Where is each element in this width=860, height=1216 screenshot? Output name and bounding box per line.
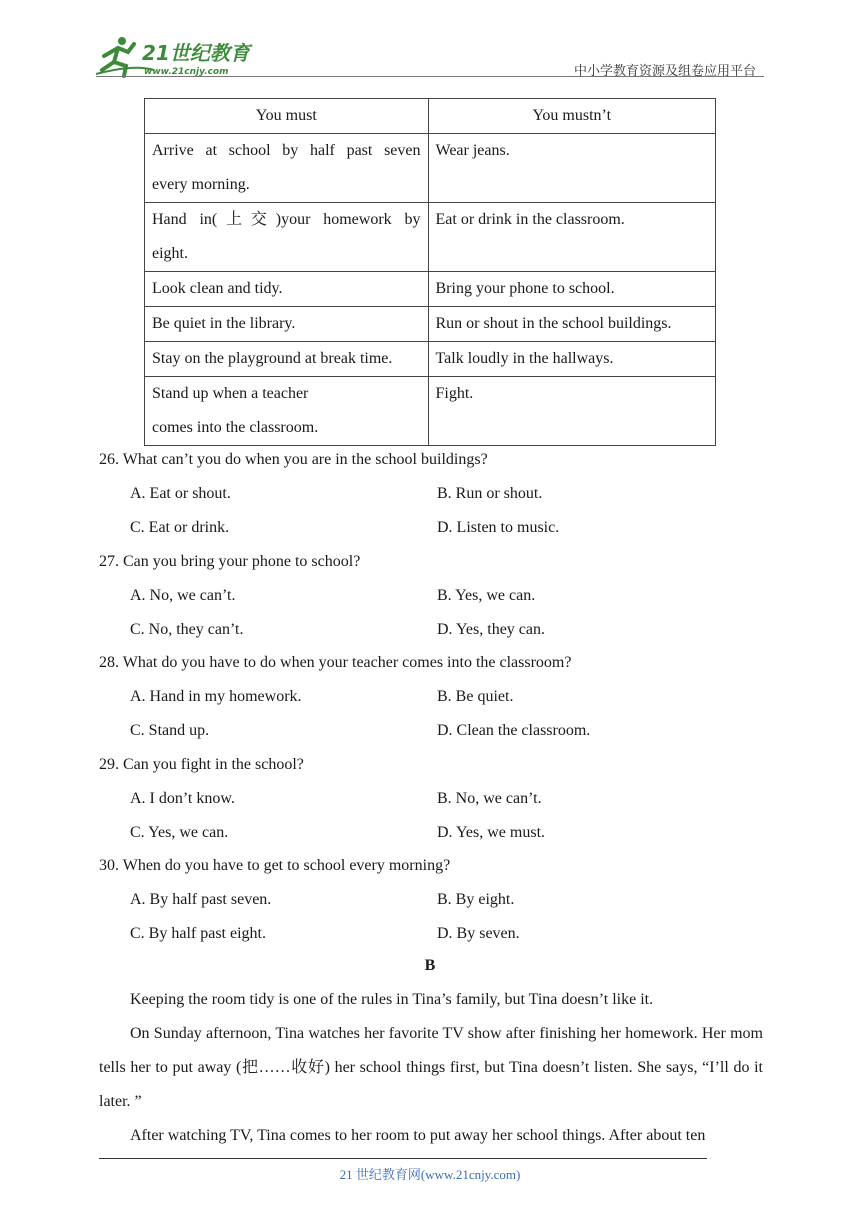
question-27: 27. Can you bring your phone to school? bbox=[99, 553, 361, 570]
table-row bbox=[145, 134, 716, 203]
table-cell bbox=[428, 307, 716, 342]
cell-line: Bring your phone to school. bbox=[435, 280, 615, 297]
table-row bbox=[145, 342, 716, 377]
passage-paragraph: Keeping the room tidy is one of the rules in Tina’s family, but Tina doesn’t like it. bbox=[130, 991, 654, 1008]
table-cell bbox=[428, 272, 716, 307]
cell-line: Wear jeans. bbox=[435, 142, 510, 159]
table-cell bbox=[428, 203, 716, 272]
table-header-row bbox=[145, 99, 716, 134]
table-cell bbox=[145, 342, 429, 377]
table-cell bbox=[428, 134, 716, 203]
option-30-a: A. By half past seven. bbox=[130, 891, 272, 908]
question-28: 28. What do you have to do when your teacher comes into the classroom? bbox=[99, 654, 572, 671]
platform-name: 中小学教育资源及组卷应用平台 bbox=[573, 64, 756, 79]
option-26-c: C. Eat or drink. bbox=[130, 519, 230, 536]
header-divider bbox=[96, 76, 764, 77]
cell-line: Run or shout in the school buildings. bbox=[435, 315, 672, 332]
option-27-b: B. Yes, we can. bbox=[437, 587, 536, 604]
cell-line: Look clean and tidy. bbox=[152, 280, 283, 297]
column-header-mustnt: You mustn’t bbox=[428, 99, 716, 134]
option-30-c: C. By half past eight. bbox=[130, 925, 266, 942]
logo-runner-icon bbox=[94, 34, 264, 78]
table-row bbox=[145, 203, 716, 272]
option-27-c: C. No, they can’t. bbox=[130, 621, 244, 638]
table-row bbox=[145, 272, 716, 307]
option-28-b: B. Be quiet. bbox=[437, 688, 514, 705]
section-b-title: B bbox=[424, 957, 436, 974]
table-cell bbox=[428, 342, 716, 377]
table-cell bbox=[428, 377, 716, 446]
table-cell bbox=[145, 272, 429, 307]
option-29-a: A. I don’t know. bbox=[130, 790, 235, 807]
cell-line: Arrive at school by half past seven bbox=[152, 142, 421, 159]
cell-line: comes into the classroom. bbox=[152, 419, 319, 436]
option-29-b: B. No, we can’t. bbox=[437, 790, 542, 807]
cell-line: Be quiet in the library. bbox=[152, 315, 296, 332]
option-27-a: A. No, we can’t. bbox=[130, 587, 236, 604]
page-header bbox=[0, 0, 860, 80]
table-cell bbox=[145, 377, 429, 446]
logo-url: www.21cnjy.com bbox=[144, 67, 229, 77]
rules-table bbox=[144, 98, 716, 446]
passage-paragraph: After watching TV, Tina comes to her room to put away her school things. After about ten bbox=[130, 1127, 706, 1144]
option-27-d: D. Yes, they can. bbox=[437, 621, 545, 638]
logo-text: 21世纪教育 bbox=[142, 41, 250, 65]
table-cell bbox=[145, 203, 429, 272]
question-29: 29. Can you fight in the school? bbox=[99, 756, 304, 773]
table-cell bbox=[145, 134, 429, 203]
option-29-c: C. Yes, we can. bbox=[130, 824, 229, 841]
option-28-a: A. Hand in my homework. bbox=[130, 688, 302, 705]
table-row bbox=[145, 377, 716, 446]
cell-line: Eat or drink in the classroom. bbox=[435, 211, 625, 228]
option-29-d: D. Yes, we must. bbox=[437, 824, 546, 841]
option-26-a: A. Eat or shout. bbox=[130, 485, 231, 502]
option-28-d: D. Clean the classroom. bbox=[437, 722, 591, 739]
option-30-d: D. By seven. bbox=[437, 925, 520, 942]
option-26-d: D. Listen to music. bbox=[437, 519, 560, 536]
cell-line: eight. bbox=[152, 245, 188, 262]
cell-line: Fight. bbox=[435, 385, 474, 402]
table-row bbox=[145, 307, 716, 342]
table-cell bbox=[145, 307, 429, 342]
cell-line: Talk loudly in the hallways. bbox=[435, 350, 614, 367]
option-30-b: B. By eight. bbox=[437, 891, 515, 908]
cell-line: every morning. bbox=[152, 176, 250, 193]
cell-line: Stay on the playground at break time. bbox=[152, 350, 393, 367]
question-26: 26. What can’t you do when you are in the school buildings? bbox=[99, 451, 488, 468]
cell-line: Hand in(上交)your homework by bbox=[152, 211, 421, 228]
option-28-c: C. Stand up. bbox=[130, 722, 210, 739]
column-header-must: You must bbox=[145, 99, 429, 134]
cell-line: Stand up when a teacher bbox=[152, 385, 309, 402]
question-30: 30. When do you have to get to school every morning? bbox=[99, 857, 451, 874]
footer-text: 21 世纪教育网(www.21cnjy.com) bbox=[339, 1167, 521, 1182]
option-26-b: B. Run or shout. bbox=[437, 485, 543, 502]
footer-divider bbox=[99, 1158, 707, 1159]
passage-paragraph: On Sunday afternoon, Tina watches her favorite TV show after finishing her homework. Her mom tells her to put away (把……收好) her school things first, but Tina doesn’t listen. She says, “I’ll do it later. ” bbox=[99, 1025, 763, 1110]
